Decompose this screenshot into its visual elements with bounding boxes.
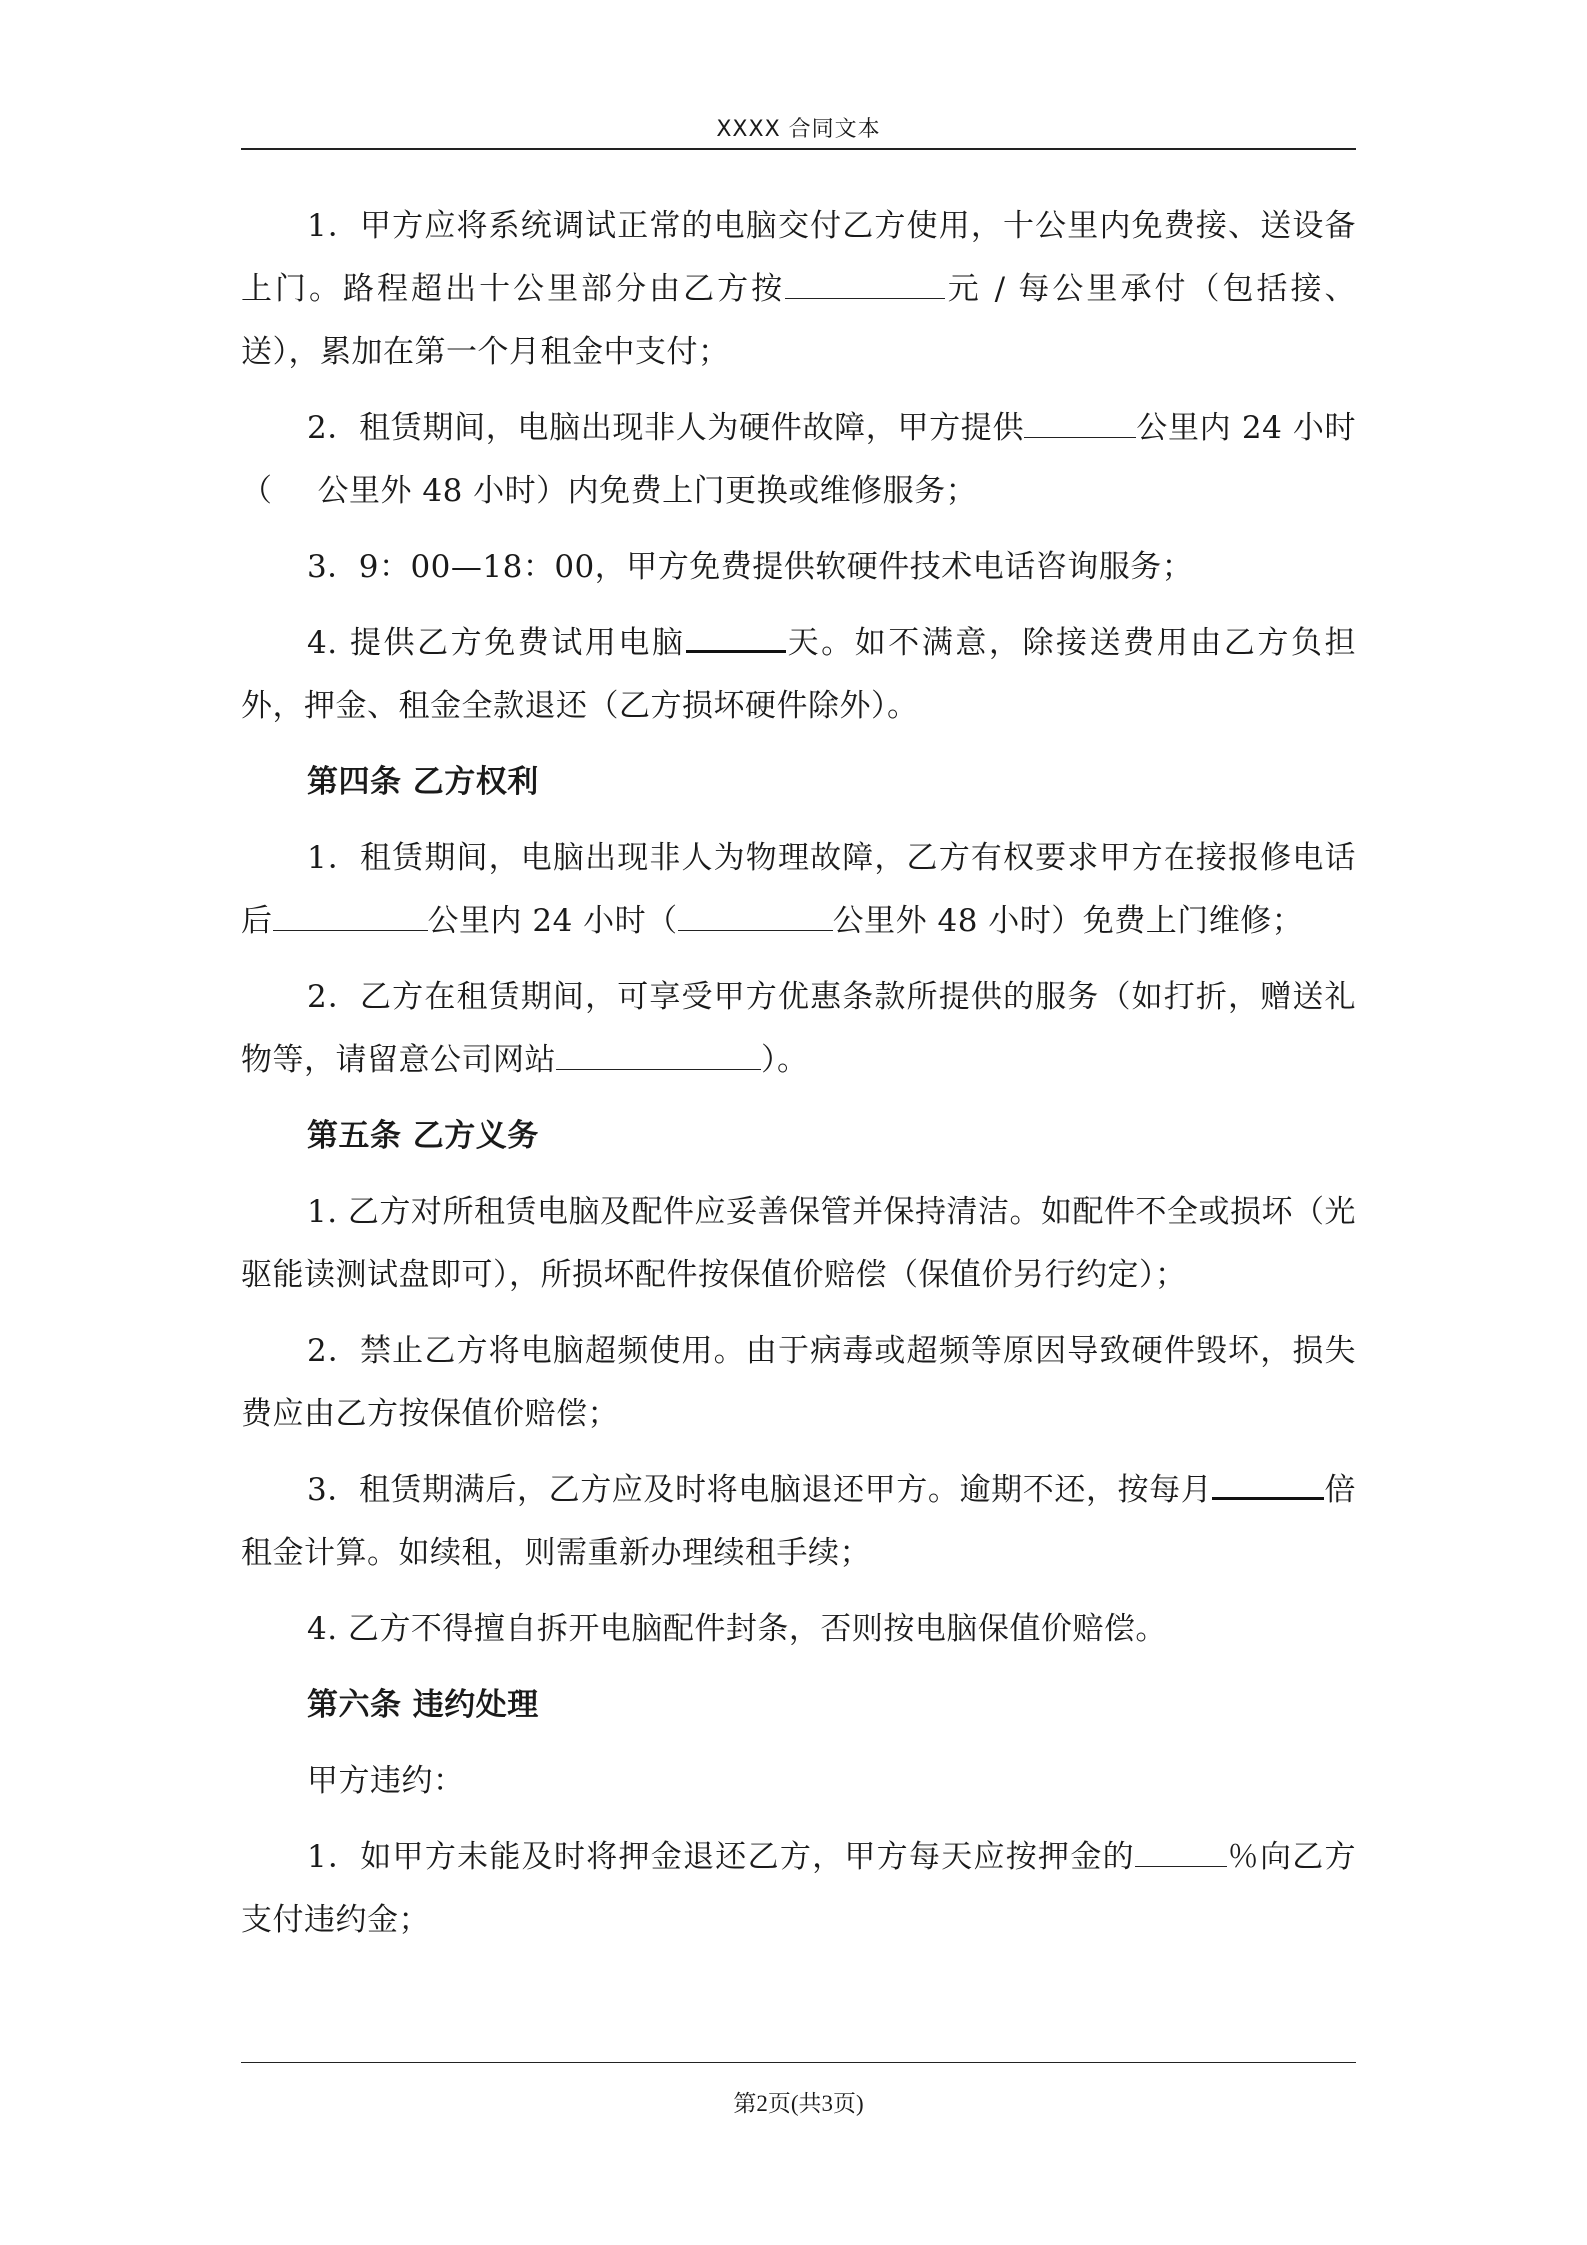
section-heading: 第五条 乙方义务 xyxy=(307,1118,539,1154)
clause-paragraph xyxy=(241,397,1356,523)
paragraph-text: 3．9：00—18：00，甲方免费提供软硬件技术电话咨询服务； xyxy=(307,549,1194,585)
header-rule xyxy=(241,148,1356,150)
clause-paragraph xyxy=(241,1598,1356,1661)
paragraph-text: 4. 乙方不得擅自拆开电脑配件封条，否则按电脑保值价赔偿。 xyxy=(307,1611,1167,1647)
paragraph-text: ）。 xyxy=(761,1042,809,1078)
fill-blank[interactable] xyxy=(1135,1836,1227,1867)
fill-blank[interactable] xyxy=(686,620,786,653)
paragraph-text: ％向乙方支付违约金； xyxy=(241,1839,1356,1938)
fill-blank[interactable] xyxy=(678,900,833,931)
paragraph-text: 2．禁止乙方将电脑超频使用。由于病毒或超频等原因导致硬件毁坏，损失费应由乙方按保值价赔偿； xyxy=(241,1333,1356,1432)
contract-body xyxy=(241,195,1356,1965)
footer-rule xyxy=(241,2062,1356,2063)
fill-blank[interactable] xyxy=(1024,407,1136,438)
paragraph-text: 1. 乙方对所租赁电脑及配件应妥善保管并保持清洁。如配件不全或损坏（光驱能读测试盘即可），所损坏配件按保值价赔偿（保值价另行约定）； xyxy=(241,1194,1356,1293)
fill-blank[interactable] xyxy=(785,268,945,299)
clause-paragraph xyxy=(241,966,1356,1092)
page-number: 第2页(共3页) xyxy=(733,2091,864,2116)
paragraph-text: 2．乙方在租赁期间，可享受甲方优惠条款所提供的服务（如打折，赠送礼物等，请留意公司网站 xyxy=(241,979,1356,1078)
paragraph-text: 元 / 每公里承付（包括接、送），累加在第一个月租金中支付； xyxy=(241,271,1357,370)
clause-paragraph xyxy=(241,1750,1356,1813)
page-header: XXXX 合同文本 xyxy=(716,117,881,142)
paragraph-text: 2．租赁期间，电脑出现非人为硬件故障，甲方提供 xyxy=(307,410,1025,446)
paragraph-text: 公里内 24 小时（ xyxy=(241,410,1356,509)
paragraph-text: 1．租赁期间，电脑出现非人为物理故障，乙方有权要求甲方在接报修电话后 xyxy=(241,840,1356,939)
clause-paragraph xyxy=(241,1459,1356,1585)
fill-blank[interactable] xyxy=(556,1039,761,1070)
clause-paragraph xyxy=(241,1826,1356,1952)
section-heading: 第六条 违约处理 xyxy=(307,1687,539,1723)
clause-paragraph xyxy=(241,1181,1356,1307)
paragraph-text: 甲方违约： xyxy=(307,1763,465,1799)
clause-paragraph xyxy=(241,536,1356,599)
paragraph-text: 1．甲方应将系统调试正常的电脑交付乙方使用，十公里内免费接、送设备上门。路程超出十公里部分由乙方按 xyxy=(241,208,1356,307)
clause-paragraph xyxy=(241,827,1356,953)
paragraph-text: 1．如甲方未能及时将押金退还乙方，甲方每天应按押金的 xyxy=(307,1839,1135,1875)
clause-paragraph xyxy=(241,195,1356,384)
fill-blank[interactable] xyxy=(1212,1467,1324,1500)
clause-paragraph xyxy=(241,1320,1356,1446)
clause-paragraph xyxy=(241,612,1356,738)
section-heading: 第四条 乙方权利 xyxy=(307,764,539,800)
paragraph-text: 3．租赁期满后，乙方应及时将电脑退还甲方。逾期不还，按每月 xyxy=(307,1472,1213,1508)
paragraph-text: 天。如不满意，除接送费用由乙方负担外，押金、租金全款退还（乙方损坏硬件除外）。 xyxy=(241,625,1356,724)
paragraph-text: 4. 提供乙方免费试用电脑 xyxy=(307,625,686,661)
fill-blank[interactable] xyxy=(273,900,428,931)
paragraph-text: 公里内 24 小时（ xyxy=(427,903,678,939)
paragraph-text: 倍租金计算。如续租，则需重新办理续租手续； xyxy=(241,1472,1356,1571)
paragraph-text: 公里外 48 小时）内免费上门更换或维修服务； xyxy=(317,473,978,509)
paragraph-text: 公里外 48 小时）免费上门维修； xyxy=(832,903,1304,939)
